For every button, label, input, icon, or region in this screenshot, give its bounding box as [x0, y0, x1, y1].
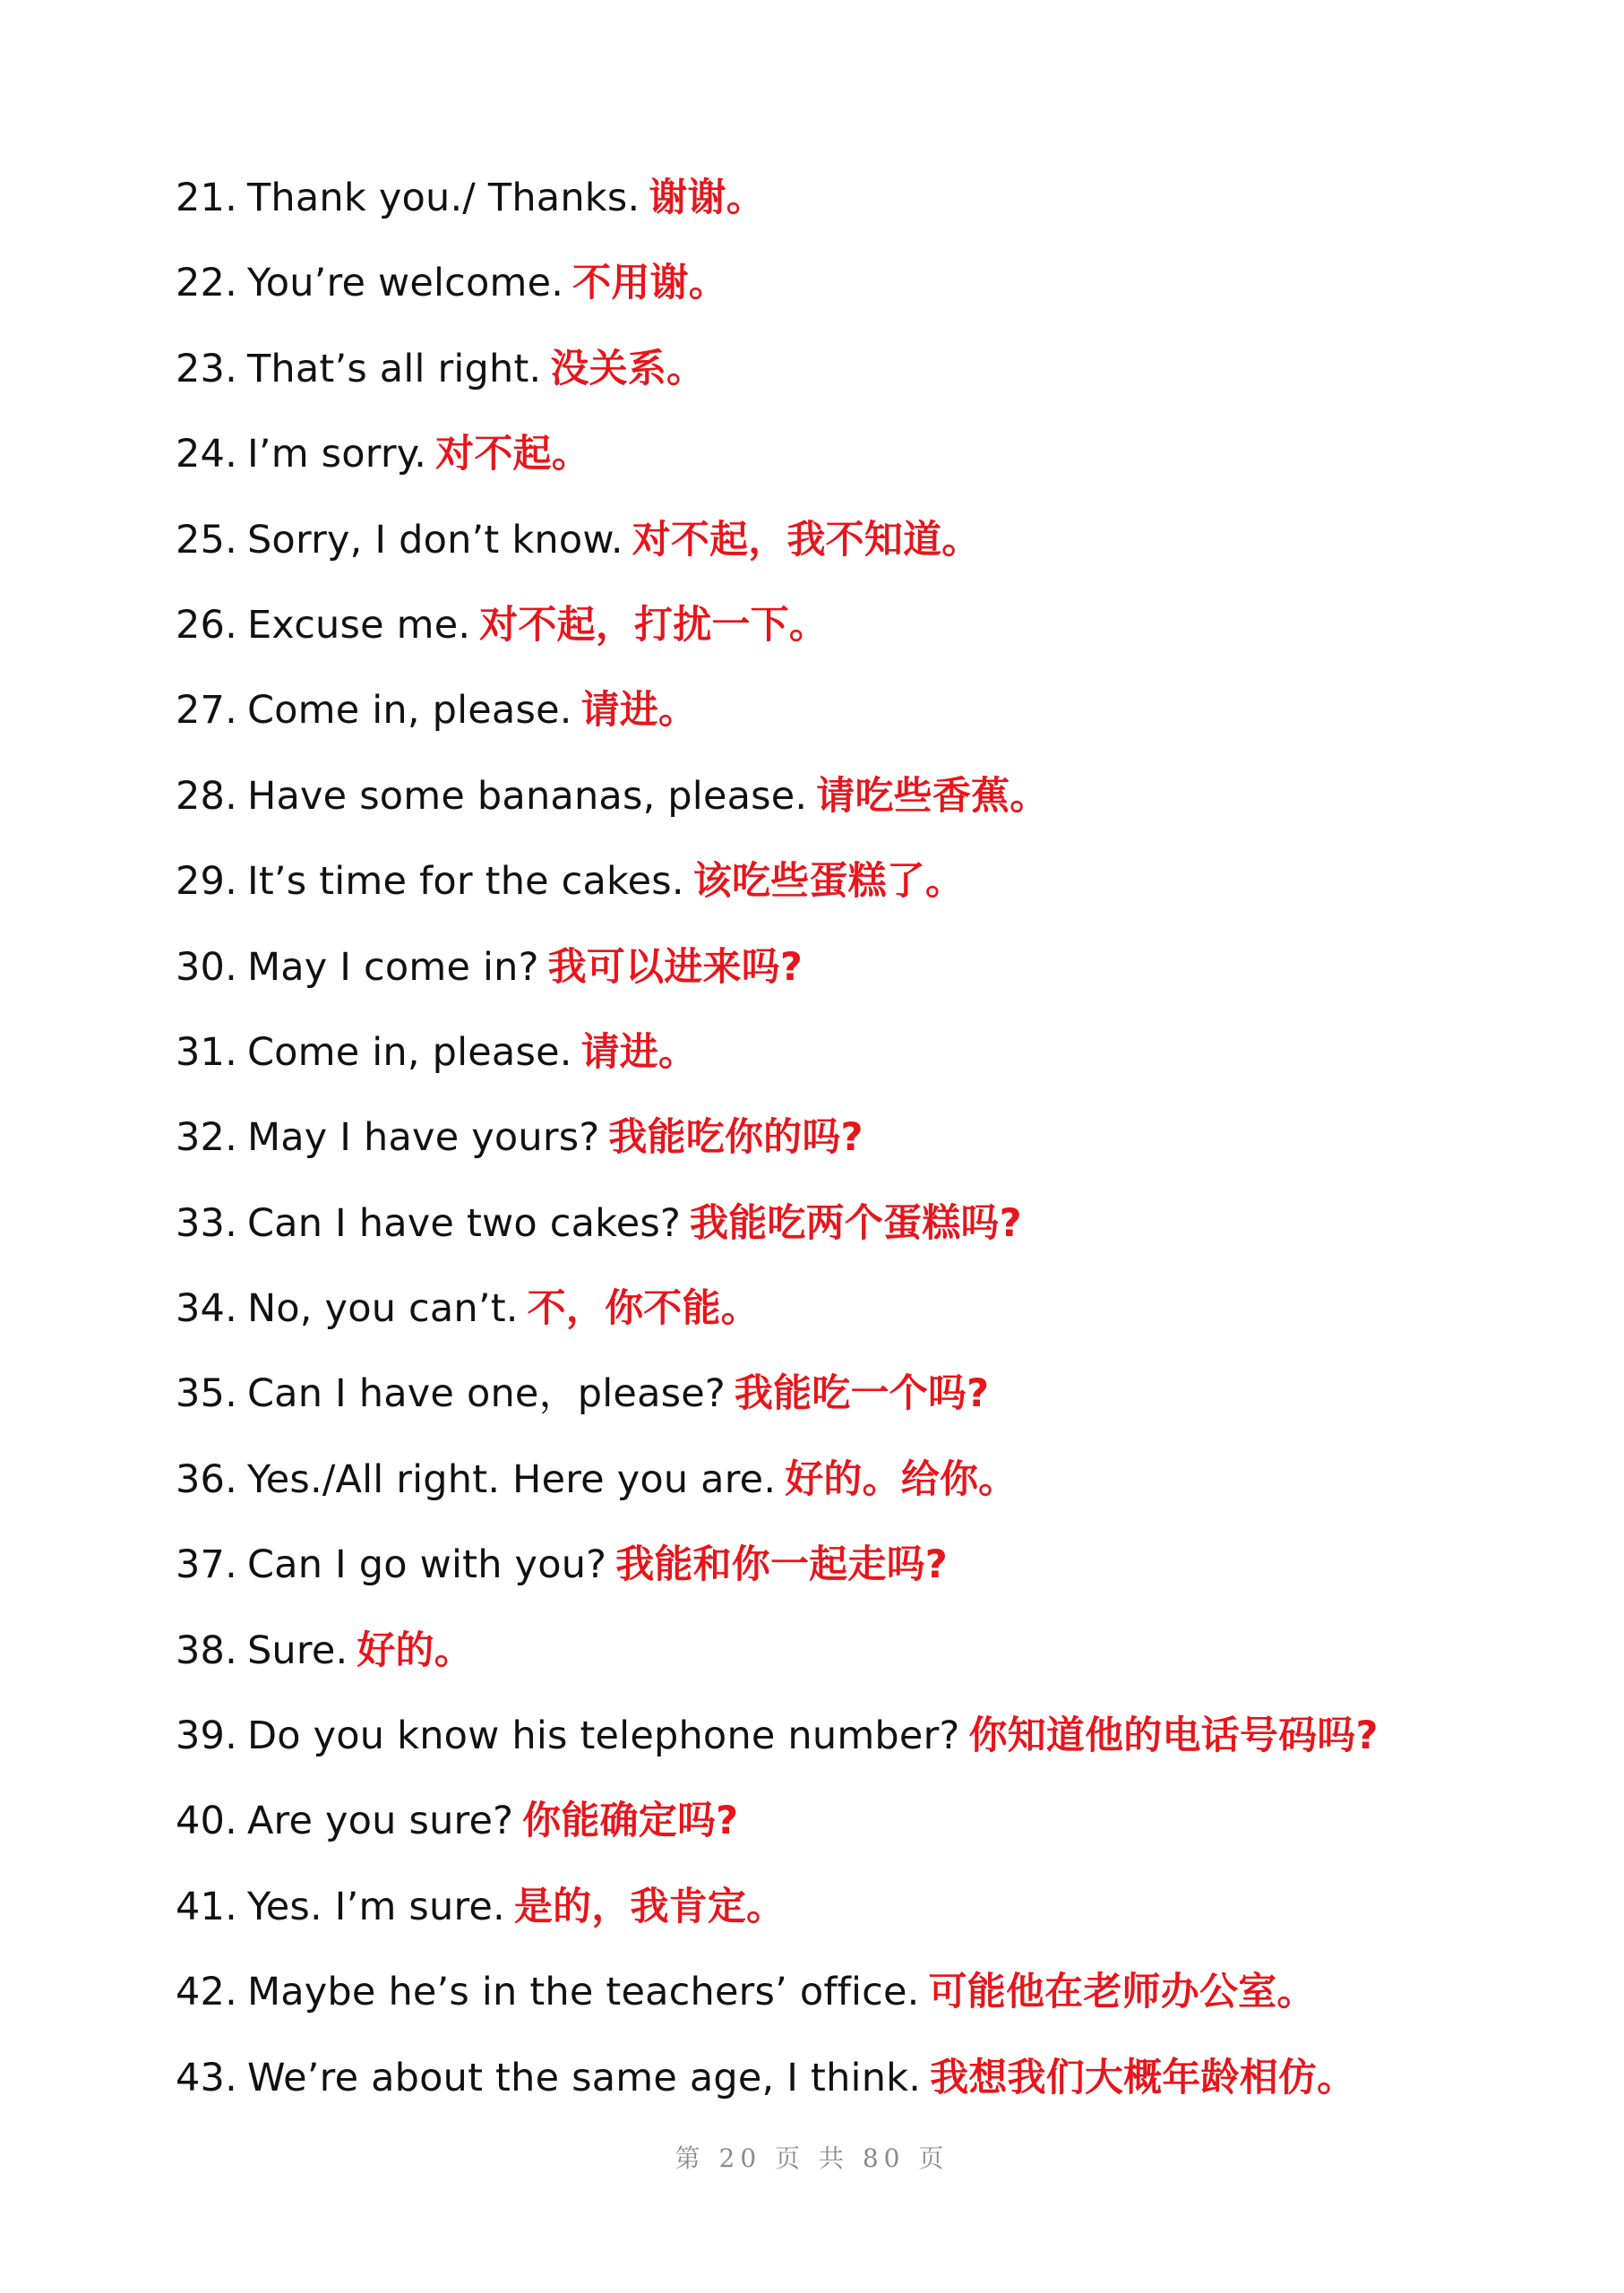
phrase-english: It’s time for the cakes.: [246, 859, 684, 905]
phrase-chinese: 不用谢。: [572, 261, 727, 306]
phrase-english: Sorry, I don’t know.: [246, 517, 623, 563]
phrase-chinese: 对不起，我不知道。: [632, 517, 981, 563]
phrase-chinese: 你知道他的电话号码吗?: [968, 1713, 1379, 1759]
phrase-item: [176, 159, 1573, 245]
phrase-item: [176, 1185, 1573, 1270]
phrase-english: Yes./All right. Here you are.: [246, 1456, 777, 1502]
phrase-chinese: 请吃些香蕉。: [816, 773, 1049, 819]
phrase-number: 40.: [176, 1799, 237, 1844]
phrase-item: [176, 1612, 1573, 1697]
phrase-chinese: 是的，我肯定。: [513, 1884, 786, 1929]
phrase-list: [176, 159, 1573, 2125]
phrase-number: 31.: [176, 1029, 237, 1075]
phrase-number: 35.: [176, 1371, 237, 1417]
phrase-number: 34.: [176, 1286, 237, 1332]
phrase-item: [176, 502, 1573, 587]
phrase-number: 23.: [176, 346, 237, 391]
phrase-item: [176, 1526, 1573, 1611]
phrase-english: Thank you./ Thanks.: [246, 176, 640, 220]
phrase-english: You’re welcome.: [246, 261, 564, 306]
phrase-number: 28.: [176, 773, 237, 819]
phrase-item: [176, 1099, 1573, 1184]
phrase-item: [176, 758, 1573, 843]
phrase-english: I’m sorry.: [246, 432, 427, 477]
phrase-english: Come in, please.: [246, 1029, 572, 1075]
phrase-chinese: 我可以进来吗?: [547, 944, 803, 990]
phrase-chinese: 你能确定吗?: [522, 1799, 739, 1844]
phrase-english: Do you know his telephone number?: [246, 1713, 960, 1759]
phrase-english: Excuse me.: [246, 602, 471, 648]
phrase-number: 30.: [176, 944, 237, 990]
phrase-item: [176, 1868, 1573, 1954]
phrase-number: 26.: [176, 602, 237, 648]
phrase-english: That’s all right.: [246, 346, 542, 391]
phrase-english: Sure.: [246, 1627, 348, 1673]
phrase-item: [176, 1954, 1573, 2039]
phrase-english: Can I go with you?: [246, 1542, 607, 1588]
phrase-number: 32.: [176, 1115, 237, 1161]
phrase-item: [176, 1355, 1573, 1440]
phrase-number: 25.: [176, 517, 237, 563]
phrase-item: [176, 1441, 1573, 1526]
phrase-english: No, you can’t.: [246, 1286, 519, 1332]
phrase-number: 39.: [176, 1713, 237, 1759]
phrase-english: Are you sure?: [246, 1799, 514, 1844]
phrase-chinese: 我能吃两个蛋糕吗?: [690, 1200, 1022, 1246]
phrase-number: 42.: [176, 1970, 237, 2015]
phrase-item: [176, 672, 1573, 757]
phrase-number: 33.: [176, 1200, 237, 1246]
phrase-chinese: 对不起，打扰一下。: [479, 602, 829, 648]
phrase-english: Have some bananas, please.: [246, 773, 808, 819]
phrase-english: Can I have one，please?: [246, 1371, 726, 1417]
phrase-english: Can I have two cakes?: [246, 1200, 682, 1246]
phrase-chinese: 我能和你一起走吗?: [615, 1542, 948, 1588]
phrase-item: [176, 1697, 1573, 1782]
phrase-chinese: 好的。: [357, 1627, 473, 1673]
phrase-english: We’re about the same age, I think.: [246, 2055, 922, 2100]
phrase-number: 43.: [176, 2055, 237, 2100]
phrase-number: 36.: [176, 1456, 237, 1502]
phrase-item: [176, 1014, 1573, 1099]
phrase-number: 37.: [176, 1542, 237, 1588]
phrase-english: May I have yours?: [246, 1115, 600, 1161]
phrase-chinese: 没关系。: [550, 346, 706, 391]
phrase-item: [176, 843, 1573, 928]
phrase-chinese: 我想我们大概年龄相仿。: [930, 2055, 1356, 2100]
phrase-number: 29.: [176, 859, 237, 905]
phrase-english: Maybe he’s in the teachers’ office.: [246, 1970, 920, 2015]
phrase-item: [176, 416, 1573, 501]
phrase-chinese: 我能吃一个吗?: [734, 1371, 990, 1417]
phrase-item: [176, 1782, 1573, 1868]
phrase-chinese: 请进。: [580, 688, 698, 734]
phrase-chinese: 请进。: [580, 1029, 698, 1075]
phrase-english: May I come in?: [246, 944, 539, 990]
phrase-chinese: 我能吃你的吗?: [608, 1115, 864, 1161]
phrase-number: 22.: [176, 261, 237, 306]
phrase-item: [176, 929, 1573, 1014]
phrase-number: 27.: [176, 688, 237, 734]
phrase-number: 41.: [176, 1884, 237, 1929]
phrase-chinese: 好的。给你。: [785, 1456, 1018, 1502]
phrase-item: [176, 587, 1573, 672]
phrase-number: 21.: [176, 176, 237, 220]
phrase-chinese: 该吃些蛋糕了。: [692, 859, 965, 905]
phrase-number: 38.: [176, 1627, 237, 1673]
phrase-item: [176, 1270, 1573, 1355]
phrase-english: Yes. I’m sure.: [246, 1884, 505, 1929]
phrase-item: [176, 2040, 1573, 2125]
phrase-chinese: 可能他在老师办公室。: [928, 1970, 1316, 2015]
page-footer: 第 20 页 共 80 页: [675, 2143, 949, 2173]
phrase-chinese: 谢谢。: [649, 176, 765, 220]
phrase-chinese: 不，你不能。: [527, 1286, 760, 1332]
phrase-english: Come in, please.: [246, 688, 572, 734]
phrase-number: 24.: [176, 432, 237, 477]
phrase-item: [176, 245, 1573, 330]
phrase-chinese: 对不起。: [435, 432, 590, 477]
phrase-item: [176, 331, 1573, 416]
